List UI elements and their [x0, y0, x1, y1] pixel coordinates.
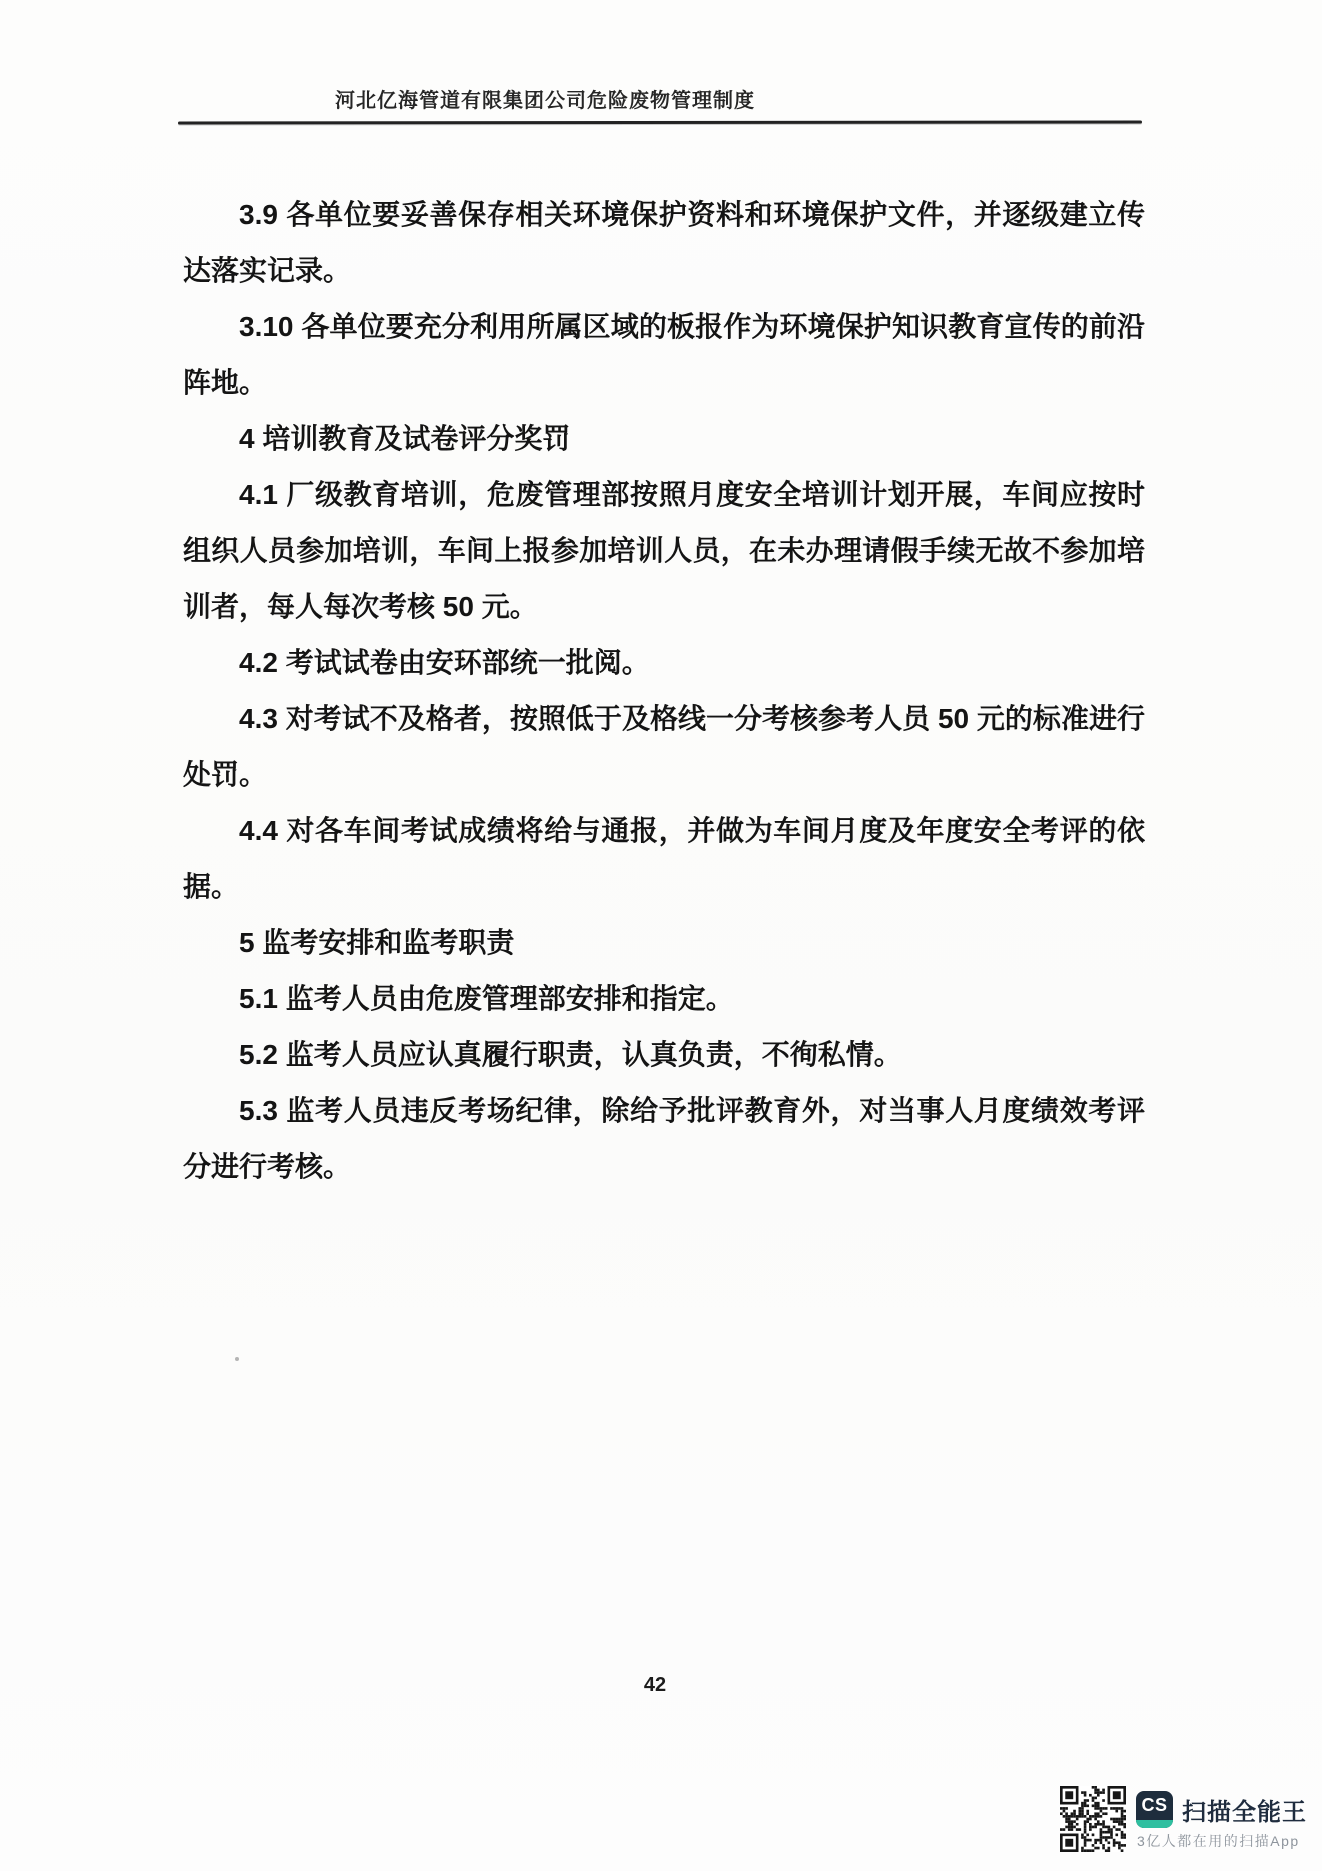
- paragraph: 4 培训教育及试卷评分奖罚: [239, 423, 571, 454]
- paragraph: 4.1 厂级教育培训，危废管理部按照月度安全培训计划开展，车间应按时组织人员参加培训，车间上报参加培训人员，在未办理请假手续无故不参加培训者，每人每次考核 50 元。: [183, 479, 1145, 622]
- qr-code-icon: [1060, 1786, 1126, 1852]
- paragraph: 5.1 监考人员由危废管理部安排和指定。: [239, 983, 734, 1014]
- paragraph: 5.3 监考人员违反考场纪律，除给予批评教育外，对当事人月度绩效考评分进行考核。: [183, 1095, 1145, 1182]
- paragraph: 4.4 对各车间考试成绩将给与通报，并做为车间月度及年度安全考评的依据。: [183, 815, 1145, 902]
- paragraph: 4.3 对考试不及格者，按照低于及格线一分考核参考人员 50 元的标准进行处罚。: [183, 703, 1145, 790]
- camscanner-app-name: 扫描全能王: [1182, 1799, 1307, 1826]
- camscanner-logo-text: CS: [1141, 1795, 1168, 1815]
- paragraph: 4.2 考试试卷由安环部统一批阅。: [239, 647, 650, 678]
- scan-artifact-dot: [235, 1357, 239, 1361]
- camscanner-logo-accent: [1136, 1820, 1173, 1828]
- camscanner-tagline: 3亿人都在用的扫描App: [1137, 1833, 1300, 1849]
- page-number: 42: [643, 1674, 667, 1696]
- paragraph: 5.2 监考人员应认真履行职责，认真负责，不徇私情。: [239, 1039, 902, 1070]
- paragraph: 3.10 各单位要充分利用所属区域的板报作为环境保护知识教育宣传的前沿阵地。: [183, 311, 1145, 398]
- document-body: [183, 187, 1145, 1195]
- header-rule: [178, 120, 1142, 124]
- paragraph: 3.9 各单位要妥善保存相关环境保护资料和环境保护文件，并逐级建立传达落实记录。: [183, 199, 1145, 286]
- camscanner-logo-icon: [1136, 1791, 1173, 1828]
- page-header-title: 河北亿海管道有限集团公司危险废物管理制度: [335, 90, 755, 112]
- paragraph: 5 监考安排和监考职责: [239, 927, 515, 958]
